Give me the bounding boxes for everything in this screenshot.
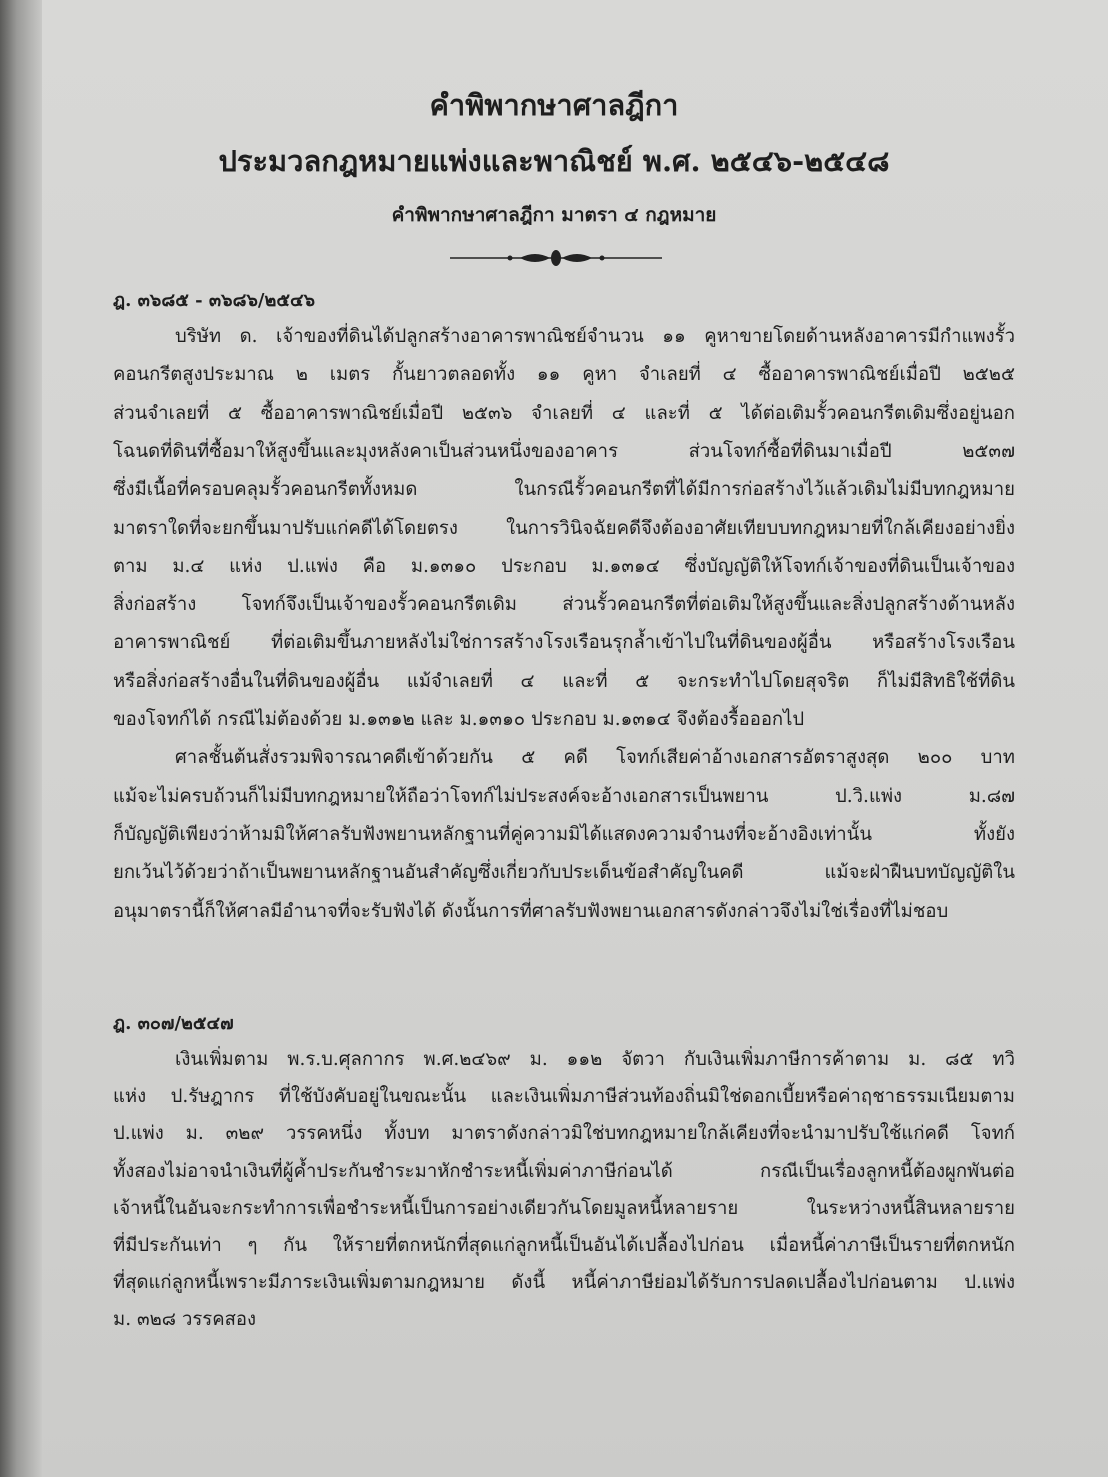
case-text-line: ศาลชั้นต้นสั่งรวมพิจารณาคดีเข้าด้วยกัน ๕ คดี โจทก์เสียค่าอ้างเอกสารอัตราสูงสุด ๒๐๐ บาท <box>175 747 1015 769</box>
case-text-line: ซึ่งมีเนื้อที่ครอบคลุมรั้วคอนกรีตทั้งหมด ในกรณีรั้วคอนกรีตที่ได้มีการก่อสร้างไว้แล้วเดิมไม่มีบทกฎหมาย <box>113 479 1015 501</box>
section-heading: คำพิพากษาศาลฎีกา มาตรา ๔ กฎหมาย <box>391 204 717 226</box>
case-text-line: อนุมาตรานี้ก็ให้ศาลมีอำนาจที่จะรับฟังได้ ดังนั้นการที่ศาลรับฟังพยานเอกสารดังกล่าวจึงไม่ใช่เรื่องที่ไม่ชอบ <box>113 900 949 922</box>
case-text-line: แม้จะไม่ครบถ้วนก็ไม่มีบทกฎหมายให้ถือว่าโจทก์ไม่ประสงค์จะอ้างเอกสารเป็นพยาน ป.วิ.แพ่ง ม.๘๗ <box>113 785 1015 807</box>
case-text-line: หรือสิ่งก่อสร้างอื่นในที่ดินของผู้อื่น แม้จำเลยที่ ๔ และที่ ๕ จะกระทำไปโดยสุจริต ก็ไม่มีสิทธิใช้ที่ดิน <box>113 670 1015 692</box>
case-text-line: ยกเว้นไว้ด้วยว่าถ้าเป็นพยานหลักฐานอันสำคัญซึ่งเกี่ยวกับประเด็นข้อสำคัญในคดี แม้จะฝ่าฝืนบทบัญญัติใน <box>113 862 1015 884</box>
case-text-line: อาคารพาณิชย์ ที่ต่อเติมขึ้นภายหลังไม่ใช่การสร้างโรงเรือนรุกล้ำเข้าไปในที่ดินของผู้อื่น หรือสร้างโรงเรือน <box>113 632 1015 654</box>
case-text-line: คอนกรีตสูงประมาณ ๒ เมตร กั้นยาวตลอดทั้ง ๑๑ คูหา จำเลยที่ ๔ ซื้ออาคารพาณิชย์เมื่อปี ๒๕๒๕ <box>113 364 1015 386</box>
case-text-line: ที่มีประกันเท่า ๆ กัน ให้รายที่ตกหนักที่สุดแก่ลูกหนี้เป็นอันได้เปลื้องไปก่อน เมื่อหนี้ค่าภาษีเป็นรายที่ตกหนัก <box>113 1235 1015 1256</box>
case-text-line: ตาม ม.๔ แห่ง ป.แพ่ง คือ ม.๑๓๑๐ ประกอบ ม.๑๓๑๔ ซึ่งบัญญัติให้โจทก์เจ้าของที่ดินเป็นเจ้าของ <box>113 555 1015 577</box>
case-text-line: มาตราใดที่จะยกขึ้นมาปรับแก่คดีได้โดยตรง ในการวินิจฉัยคดีจึงต้องอาศัยเทียบบทกฎหมายที่ใกล้เคียงอย่างยิ่ง <box>113 517 1015 539</box>
case-text-line: ม. ๓๒๘ วรรคสอง <box>113 1309 257 1331</box>
case-text-line: ที่สุดแก่ลูกหนี้เพราะมีภาระเงินเพิ่มตามกฎหมาย ดังนี้ หนี้ค่าภาษีย่อมได้รับการปลดเปลื้องไปก่อนตาม ป.แพ่ง <box>113 1272 1015 1294</box>
case-text-line: บริษัท ด. เจ้าของที่ดินได้ปลูกสร้างอาคารพาณิชย์จำนวน ๑๑ คูหาขายโดยด้านหลังอาคารมีกำแพงรั้ว <box>175 326 1015 347</box>
case-text-line: ก็บัญญัติเพียงว่าห้ามมิให้ศาลรับฟังพยานหลักฐานที่คู่ความมิได้แสดงความจำนงที่จะอ้างอิงเท่านั้น ทั้งยัง <box>113 823 1015 845</box>
case-text-line: ป.แพ่ง ม. ๓๒๙ วรรคหนึ่ง ทั้งบท มาตราดังกล่าวมิใช่บทกฎหมายใกล้เคียงที่จะนำมาปรับใช้แก่คดี โจทก์ <box>113 1123 1015 1145</box>
case-text-line: สิ่งก่อสร้าง โจทก์จึงเป็นเจ้าของรั้วคอนกรีตเดิม ส่วนรั้วคอนกรีตที่ต่อเติมให้สูงขึ้นและสิ่งปลูกสร้างด้านหลัง <box>113 594 1015 616</box>
case-text-line: โฉนดที่ดินที่ซื้อมาให้สูงขึ้นและมุงหลังคาเป็นส่วนหนึ่งของอาคาร ส่วนโจทก์ซื้อที่ดินมาเมื่อปี ๒๕๓๗ <box>113 440 1015 462</box>
case-text-line: ทั้งสองไม่อาจนำเงินที่ผู้ค้ำประกันชำระมาหักชำระหนี้เพิ่มค่าภาษีก่อนได้ กรณีเป็นเรื่องลูกหนี้ต้องผูกพันต่อ <box>113 1160 1015 1182</box>
case-text-line: แห่ง ป.รัษฎากร ที่ใช้บังคับอยู่ในขณะนั้น และเงินเพิ่มภาษีส่วนท้องถิ่นมิใช่ดอกเบี้ยหรือค่าฤชาธรรมเนียมตาม <box>113 1086 1015 1108</box>
case-heading: ฎ. ๓๐๗/๒๕๔๗ <box>113 1013 234 1034</box>
case-text-line: ส่วนจำเลยที่ ๕ ซื้ออาคารพาณิชย์เมื่อปี ๒๕๓๖ จำเลยที่ ๔ และที่ ๕ ได้ต่อเติมรั้วคอนกรีตเดิมซึ่งอยู่นอก <box>113 402 1015 424</box>
ornament-divider-icon <box>450 248 662 268</box>
case-text-line: ของโจทก์ได้ กรณีไม่ต้องด้วย ม.๑๓๑๒ และ ม.๑๓๑๐ ประกอบ ม.๑๓๑๔ จึงต้องรื้อออกไป <box>113 709 805 730</box>
page-title: คำพิพากษาศาลฎีกา <box>429 88 679 122</box>
case-heading: ฎ. ๓๖๘๕ - ๓๖๘๖/๒๕๔๖ <box>113 290 316 311</box>
case-text-line: เจ้าหนี้ในอันจะกระทำการเพื่อชำระหนี้เป็นการอย่างเดียวกันโดยมูลหนี้หลายราย ในระหว่างหนี้สินหลายราย <box>113 1197 1015 1219</box>
page-subtitle: ประมวลกฎหมายแพ่งและพาณิชย์ พ.ศ. ๒๕๔๖-๒๕๔๘ <box>218 144 890 178</box>
case-text-line: เงินเพิ่มตาม พ.ร.บ.ศุลกากร พ.ศ.๒๔๖๙ ม. ๑๑๒ จัตวา กับเงินเพิ่มภาษีการค้าตาม ม. ๘๕ ทวิ <box>175 1049 1015 1070</box>
